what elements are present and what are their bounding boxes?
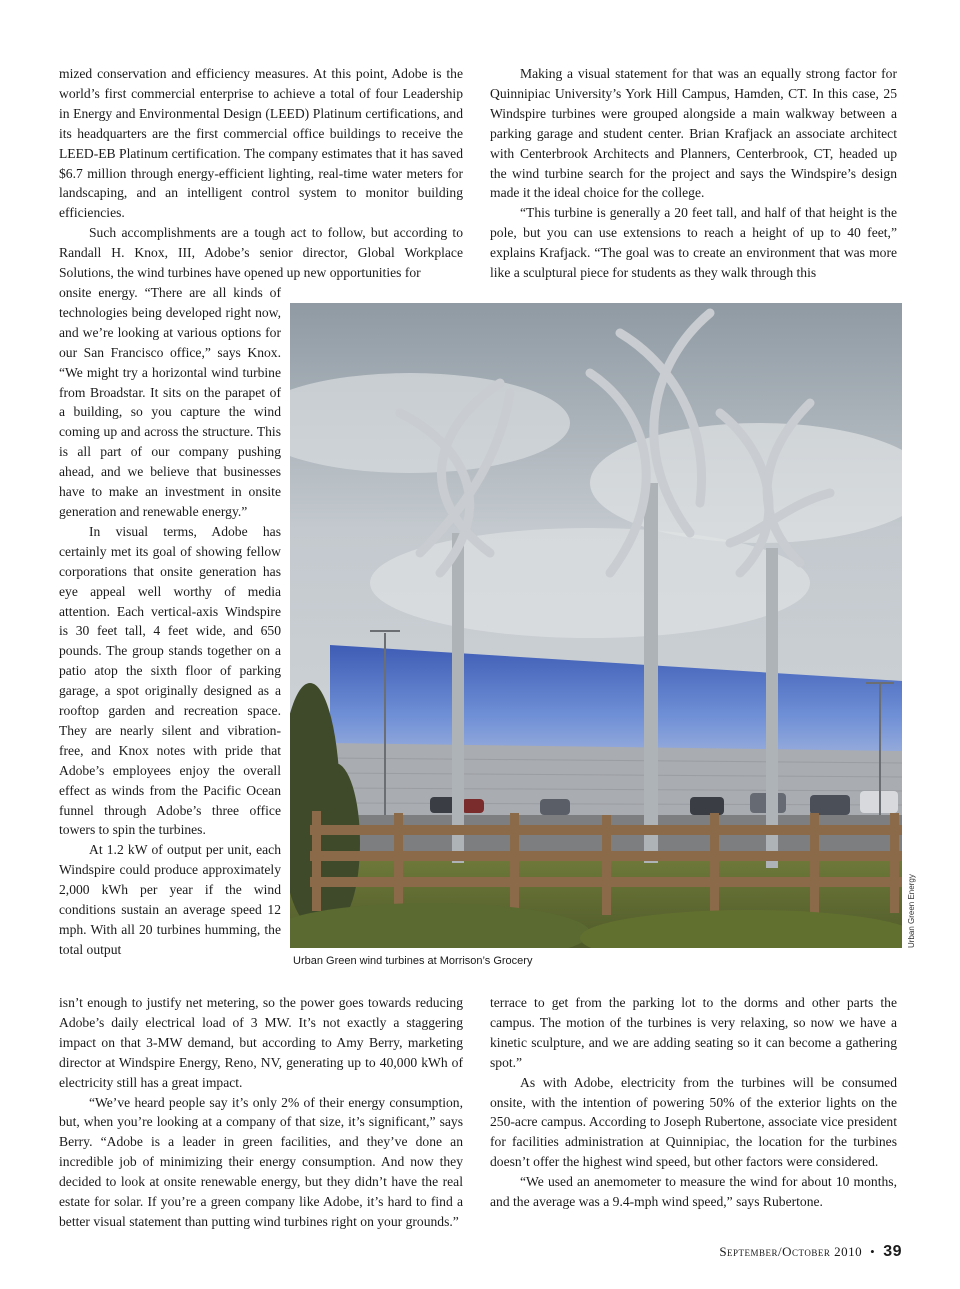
paragraph: In visual terms, Adobe has certainly met its goal of showing fellow corporations that onsite generation has eye appeal well worthy of media attention. Each vertical-axis Windspire is 30 feet tall, 4 feet wide, and 650 pounds. The group stands together on a patio atop the sixth floor of parking garage, a spot originally designed as a rooftop garden and recreation space. They are nearly silent and vibration-free, and Knox notes with pride that Adobe’s employees enjoy the overall effect as winds from the Pacific Ocean funnel through Adobe’s three office towers to spin the turbines. xyxy=(59,523,281,838)
paragraph: “We’ve heard people say it’s only 2% of their energy consumption, but, when you’re looking at a company of that size, it’s significant,” says Berry. “Adobe is a leader in green facilities, and they’ve done an incredible job of minimizing their energy consumption. And now they decided to look at onsite renewable energy, but they didn’t have the real estate for solar. If you’re a green company like Adobe, it’s hard to find a better visual statement than putting wind turbines right on your grounds.” xyxy=(59,1094,463,1229)
paragraph: At 1.2 kW of output per unit, each Windspire could produce approximately 2,000 kWh per year if the wind conditions sustain an average speed 12 mph. With all 20 turbines humming, the total output xyxy=(59,842,281,957)
paragraph: “This turbine is generally a 20 feet tall, and half of that height is the pole, but you can use extensions to reach a height of up to 40 feet,” explains Krafjack. “The goal was to create an environment that was more like a sculptural piece for students as they walk through this xyxy=(490,205,897,281)
page-number: 39 xyxy=(883,1243,902,1260)
article-column-left-top xyxy=(59,64,463,283)
paragraph: Such accomplishments are a tough act to follow, but according to Randall H. Knox, III, Adobe’s senior director, Global Workplace Solutions, the wind turbines have opened up new opportunities for xyxy=(59,225,463,281)
footer-bullet: • xyxy=(870,1244,876,1259)
paragraph: Making a visual statement for that was an equally strong factor for Quinnipiac University’s York Hill Campus, Hamden, CT. In this case, 25 Windspire turbines were grouped alongside a main walkway between a parking garage and student center. Brian Krafjack an associate architect with Centerbrook Architects and Planners, Centerbrook, CT, headed up the wind turbine search for the project and says the Windspire’s design made it the ideal choice for the college. xyxy=(490,66,897,201)
paragraph: mized conservation and efficiency measures. At this point, Adobe is the world’s first commercial enterprise to achieve a total of four Leadership in Energy and Environmental Design (LEED) Platinum certifications, and its headquarters are the first commercial office buildings to receive the LEED-EB Platinum certification. The company estimates that it has saved $6.7 million through energy-efficient lighting, real-time water meters for landscaping, and an intelligent control system to monitor building efficiencies. xyxy=(59,66,463,221)
paragraph: onsite energy. “There are all kinds of technologies being developed right now, and we’re looking at various options for our San Francisco office,” says Knox. “We might try a horizontal wind turbine from Broadstar. It sits on the parapet of a building, so you capture the wind coming up and across the structure. This is all part of our company pushing ahead, and we believe that businesses have to make an investment in onsite generation and renewable energy.” xyxy=(59,285,281,519)
issue-date: September/October 2010 xyxy=(719,1244,863,1259)
paragraph: As with Adobe, electricity from the turbines will be consumed onsite, with the intention of powering 50% of the exterior lights on the 250-acre campus. According to Joseph Rubertone, associate vice president for facilities administration at Quinnipiac, the location for the turbines doesn’t offer the highest wind speed, but other factors were considered. xyxy=(490,1074,897,1170)
wind-turbines-photo xyxy=(290,303,902,948)
photo-credit: Urban Green Energy xyxy=(907,874,916,948)
page-footer xyxy=(719,1243,902,1261)
article-column-left-narrow xyxy=(59,283,281,960)
article-column-right-top xyxy=(490,64,897,283)
paragraph: “We used an anemometer to measure the wind for about 10 months, and the average was a 9.4-mph wind speed,” says Rubertone. xyxy=(490,1174,897,1210)
article-column-left-bottom xyxy=(59,993,463,1232)
article-column-right-bottom xyxy=(490,993,897,1212)
paragraph: terrace to get from the parking lot to the dorms and other parts the campus. The motion of the turbines is very relaxing, so now we have a kinetic sculpture, and we are adding seating so it can become a gathering spot.” xyxy=(490,995,897,1070)
paragraph: isn’t enough to justify net metering, so the power goes towards reducing Adobe’s daily electrical load of 3 MW. It’s not exactly a staggering impact on that 3-MW demand, but according to Amy Berry, marketing director at Windspire Energy, Reno, NV, generating up to 40,000 kWh of electricity still has a great impact. xyxy=(59,995,463,1090)
photo-caption: Urban Green wind turbines at Morrison’s Grocery xyxy=(293,955,533,967)
